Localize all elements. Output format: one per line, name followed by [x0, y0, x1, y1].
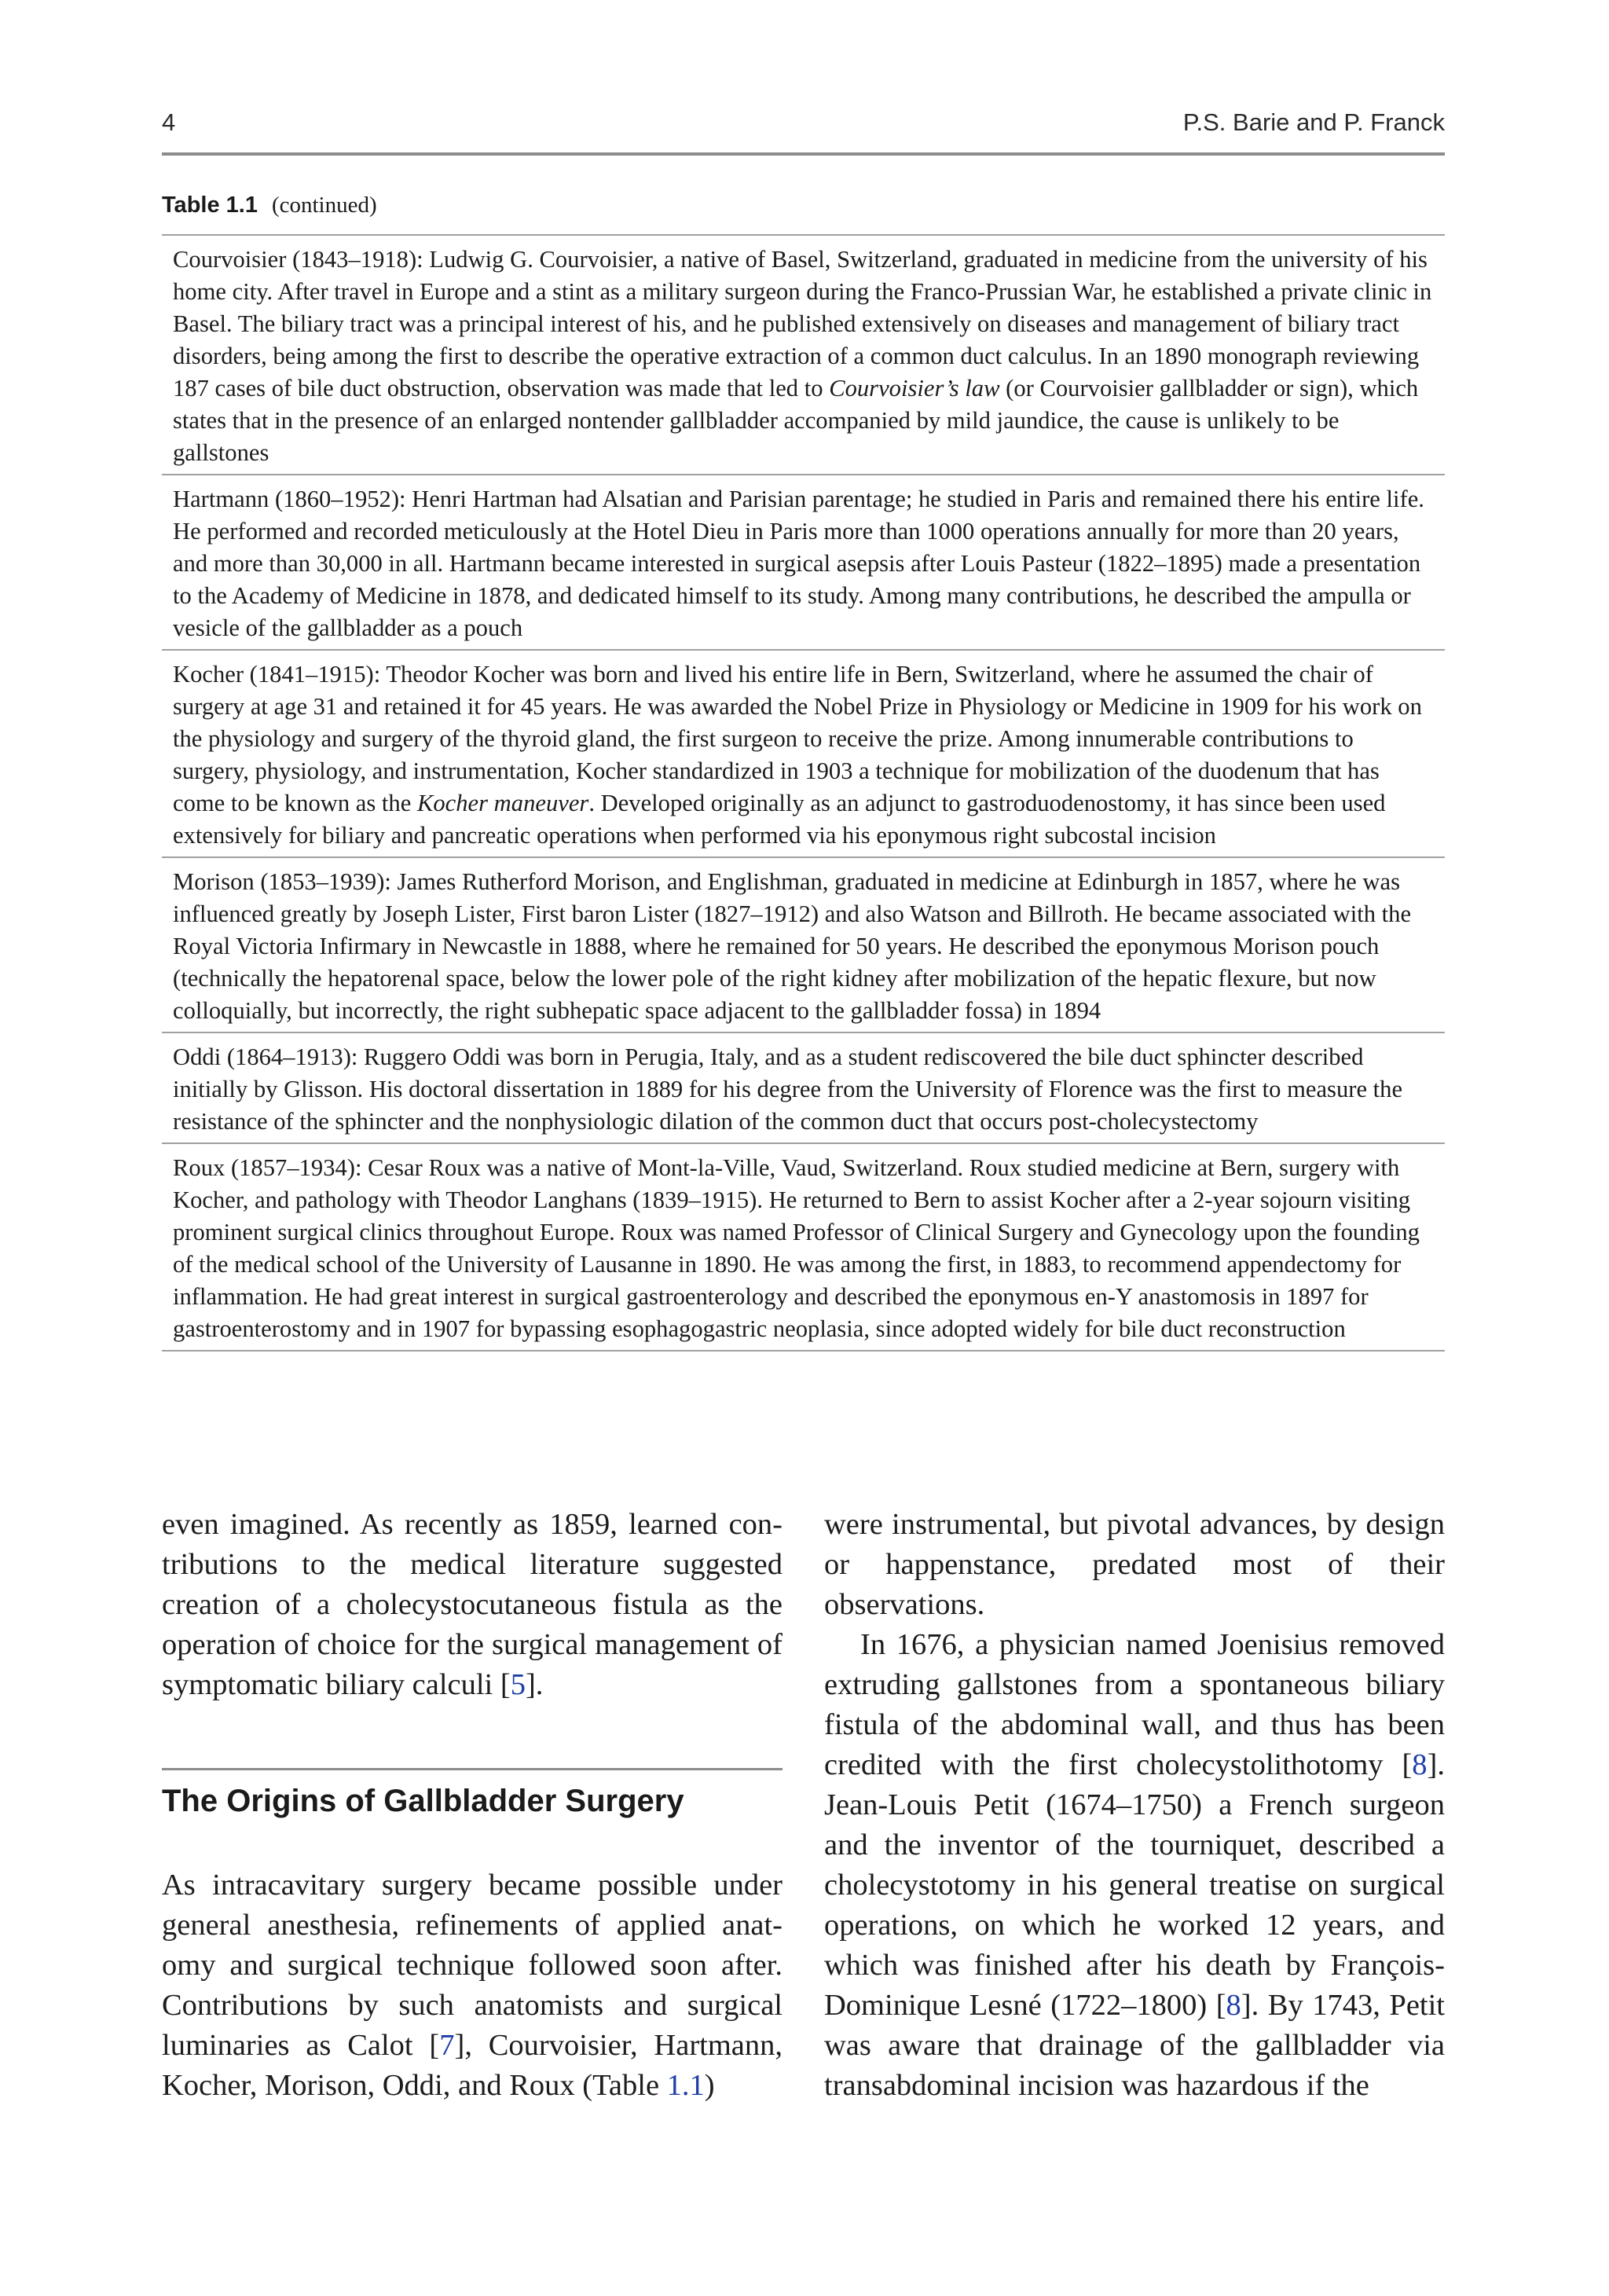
- table-row-morison: [162, 858, 1445, 1033]
- paragraph-text: ].: [525, 1668, 544, 1701]
- table-label: Table 1.1: [162, 193, 258, 218]
- row-text: Kocher (1841–1915): Theodor Kocher was born and lived his entire life in Bern, Switzerland, where he assumed the chair of surgery at age 31 and retained it for 45 years. He was awarded the Nobel Prize in Physiology or Medicine in 1909 for his work on the physiology and surgery of the thyroid gland, the first surgeon to receive the prize. Among innumerable contributions to surgery, physiology, and instrumentation, Kocher standardized in 1903 a technique for mobilization of the duodenum that has come to be known as the: [173, 661, 1422, 816]
- left-column-paragraph-2: [162, 1865, 783, 2106]
- body-paragraph: [162, 1865, 783, 2106]
- row-text: . Developed originally as an adjunct to gastroduodenostomy, it has since been used extensively for biliary and pancreatic operations when performed via his eponymous right subcostal incision: [173, 790, 1386, 849]
- header-rule: [162, 152, 1445, 156]
- biography-table: [162, 234, 1445, 1352]
- paragraph-text: In 1676, a physician named Joenisius removed extruding gallstones from a spontaneous biliary fistula of the abdominal wall, and thus has been credited with the first cholecystolithotomy [: [824, 1628, 1445, 1781]
- page-number: 4: [162, 108, 176, 136]
- row-text: Roux (1857–1934): Cesar Roux was a native of Mont-la-Ville, Vaud, Switzerland. Roux studied medicine at Bern, surgery with Kocher, and pathology with Theodor Langhans (1839–1915). He returned to Bern to assist Kocher after a 2-year sojourn visiting prominent surgical clinics throughout Europe. Roux was named Professor of Clinical Surgery and Gynecology upon the founding of the medical school of the University of Lausanne in 1890. He was among the first, in 1883, to recommend appendectomy for inflammation. He had great interest in surgical gastroenterology and described the eponymous en-Y anastomosis in 1897 for gastroenterostomy and in 1907 for bypassing esophagogastric neoplasia, since adopted widely for bile duct reconstruction: [173, 1154, 1420, 1342]
- table-caption: [162, 193, 377, 218]
- citation-link[interactable]: 5: [510, 1668, 526, 1701]
- paragraph-text: ], Courvoisier, Hartmann, Kocher, Morison, Oddi, and Roux (Table: [162, 2029, 783, 2102]
- table-row-courvoisier: [162, 236, 1445, 475]
- row-text: Oddi (1864–1913): Ruggero Oddi was born in Perugia, Italy, and as a student rediscovered the bile duct sphincter described initially by Glisson. His doctoral dissertation in 1889 for his degree from the University of Florence was the first to measure the resistance of the sphincter and the nonphysiologic dilation of the common duct that occurs post-cholecystectomy: [173, 1043, 1403, 1135]
- citation-link[interactable]: 8: [1412, 1748, 1428, 1781]
- row-text: (or Courvoisier gallbladder or sign), which states that in the presence of an enlarged nontender gallbladder accompanied by mild jaundice, the cause is unlikely to be gallstones: [173, 375, 1419, 466]
- section-rule: [162, 1768, 783, 1770]
- body-paragraph: were instrumental, but pivotal advances, by design or happenstance, predated most of their observations.: [824, 1508, 1445, 1621]
- table-row-kocher: [162, 651, 1445, 858]
- table-row-roux: [162, 1144, 1445, 1352]
- row-text: Courvoisier (1843–1918): Ludwig G. Courvoisier, a native of Basel, Switzerland, graduated in medicine from the university of his home city. After travel in Europe and a stint as a military surgeon during the Franco-Prussian War, he established a private clinic in Basel. The biliary tract was a principal interest of his, and he published extensively on diseases and management of biliary tract disorders, being among the first to describe the operative extraction of a common duct calculus. In an 1890 monograph reviewing 187 cases of bile duct obstruction, observation was made that led to: [173, 246, 1432, 402]
- paragraph-text: ]. By 1743, Petit was aware that drainage of the gallbladder via transabdominal incision was hazardous if the: [824, 1989, 1445, 2102]
- table-reference-link[interactable]: 1.1: [666, 2069, 705, 2102]
- paragraph-text: As intracavitary surgery became possible under general anesthesia, refinements of applied anat-omy and surgical technique followed soon after. Contributions by such anatomists and surgical luminaries as Calot [: [162, 1869, 783, 2062]
- table-row-hartmann: [162, 475, 1445, 651]
- running-head: [162, 108, 1445, 148]
- section-heading: The Origins of Gallbladder Surgery: [162, 1784, 684, 1818]
- running-head-authors: P.S. Barie and P. Franck: [1182, 108, 1445, 136]
- paragraph-text: even imagined. As recently as 1859, learned con-tributions to the medical literature suggested creation of a cholecystocutaneous fistula as the operation of choice for the surgical management of symptomatic biliary calculi [: [162, 1508, 783, 1701]
- citation-link[interactable]: 8: [1226, 1989, 1241, 2022]
- row-text: Morison (1853–1939): James Rutherford Morison, and Englishman, graduated in medicine at Edinburgh in 1857, where he was influenced greatly by Joseph Lister, First baron Lister (1827–1912) and also Watson and Billroth. He became associated with the Royal Victoria Infirmary in Newcastle in 1888, where he remained for 50 years. He described the eponymous Morison pouch (technically the hepatorenal space, below the lower pole of the right kidney after mobilization of the hepatic flexure, but now colloquially, but incorrectly, the right subhepatic space adjacent to the gallbladder fossa) in 1894: [173, 868, 1412, 1024]
- row-italic-term: Courvoisier’s law: [829, 375, 1000, 402]
- row-text: Hartmann (1860–1952): Henri Hartman had Alsatian and Parisian parentage; he studied in Paris and remained there his entire life. He performed and recorded meticulously at the Hotel Dieu in Paris more than 1000 operations annually for more than 20 years, and more than 30,000 in all. Hartmann became interested in surgical asepsis after Louis Pasteur (1822–1895) made a presentation to the Academy of Medicine in 1878, and dedicated himself to its study. Among many contributions, he described the ampulla or vesicle of the gallbladder as a pouch: [173, 486, 1424, 641]
- left-column-paragraph-1: [162, 1505, 783, 1705]
- table-continued: (continued): [271, 193, 377, 218]
- table-row-oddi: [162, 1033, 1445, 1144]
- citation-link[interactable]: 7: [439, 2029, 455, 2062]
- body-paragraph: [824, 1625, 1445, 2106]
- paragraph-text: ]. Jean-Louis Petit (1674–1750) a French surgeon and the inventor of the tourniquet, described a cholecystotomy in his general treatise on surgical operations, on which he worked 12 years, and which was finished after his death by François-Dominique Lesné (1722–1800) [: [824, 1748, 1445, 2022]
- body-paragraph: [162, 1505, 783, 1705]
- right-column: [824, 1505, 1445, 2106]
- row-italic-term: Kocher maneuver: [416, 790, 589, 816]
- paragraph-text: ): [704, 2069, 715, 2102]
